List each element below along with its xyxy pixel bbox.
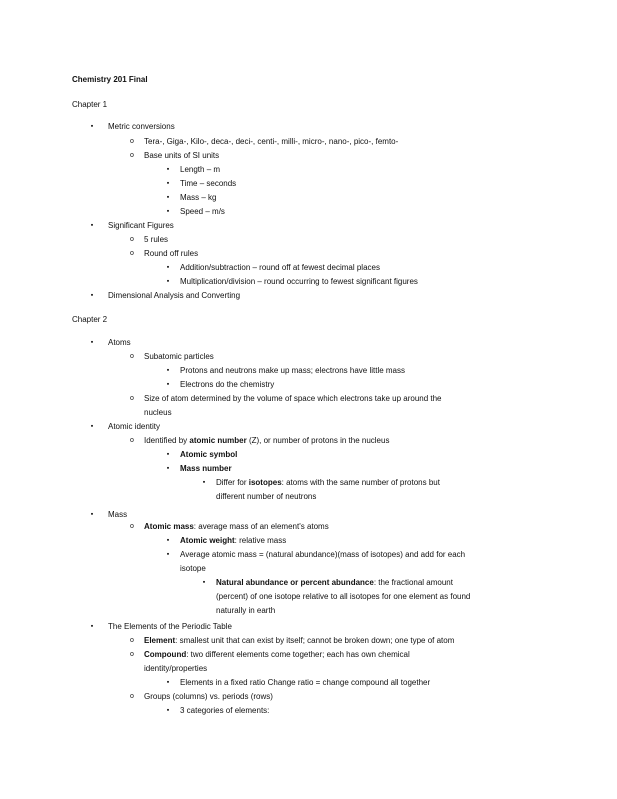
- bold-term: Atomic symbol: [180, 450, 238, 459]
- bold-term: isotopes: [248, 478, 282, 487]
- list-item-continuation: [180, 564, 206, 574]
- square-bullet-icon: ▪: [90, 511, 94, 518]
- list-item-level-1: [108, 122, 175, 132]
- square-bullet-icon: ▪: [166, 208, 170, 215]
- text-run: The Elements of the Periodic Table: [108, 622, 232, 631]
- text-run: Multiplication/division – round occurring to fewest significant figures: [180, 277, 418, 286]
- square-bullet-icon: ▪: [166, 551, 170, 558]
- bold-term: Element: [144, 636, 176, 645]
- list-item-level-2: [144, 151, 219, 161]
- text-run: isotope: [180, 564, 206, 573]
- list-item-continuation: [216, 492, 316, 502]
- circle-bullet-icon: o: [130, 353, 134, 360]
- text-run: Addition/subtraction – round off at fewest decimal places: [180, 263, 380, 272]
- list-item-level-3: [180, 366, 405, 376]
- text-run: : average mass of an element's atoms: [193, 522, 329, 531]
- chapter-heading: Chapter 1: [72, 100, 108, 109]
- list-item-level-1: [108, 291, 240, 301]
- text-run: Identified by: [144, 436, 190, 445]
- list-item-level-1: [108, 622, 232, 632]
- list-item-level-3: [180, 165, 220, 175]
- list-item-level-3: [180, 450, 237, 460]
- list-item-continuation: [216, 592, 470, 602]
- text-run: Round off rules: [144, 249, 199, 258]
- text-run: : the fractional amount: [373, 578, 453, 587]
- text-run: Average atomic mass = (natural abundance)(mass of isotopes) and add for each: [180, 550, 466, 559]
- list-item-level-2: [144, 636, 454, 646]
- bold-term: atomic number: [189, 436, 247, 445]
- circle-bullet-icon: o: [130, 250, 134, 257]
- list-item-level-3: [180, 464, 232, 474]
- square-bullet-icon: ▪: [90, 423, 94, 430]
- text-run: (Z), or number of protons in the nucleus: [246, 436, 390, 445]
- text-run: Groups (columns) vs. periods (rows): [144, 692, 273, 701]
- text-run: Time – seconds: [180, 179, 237, 188]
- square-bullet-icon: ▪: [166, 707, 170, 714]
- list-item-continuation: [216, 606, 275, 616]
- list-item-level-2: [144, 235, 168, 245]
- text-run: naturally in earth: [216, 606, 276, 615]
- list-item-level-3: [180, 536, 286, 546]
- text-run: Metric conversions: [108, 122, 175, 131]
- list-item-level-4: [216, 478, 440, 488]
- text-run: Atomic identity: [108, 422, 161, 431]
- square-bullet-icon: ▪: [166, 381, 170, 388]
- text-run: : atoms with the same number of protons but: [281, 478, 440, 487]
- square-bullet-icon: ▪: [166, 166, 170, 173]
- text-run: Subatomic particles: [144, 352, 214, 361]
- circle-bullet-icon: o: [130, 693, 134, 700]
- text-run: 5 rules: [144, 235, 169, 244]
- circle-bullet-icon: o: [130, 395, 134, 402]
- circle-bullet-icon: o: [130, 637, 134, 644]
- list-item-level-1: [108, 338, 131, 348]
- text-run: (percent) of one isotope relative to all isotopes for one element as found: [216, 592, 471, 601]
- square-bullet-icon: ▪: [90, 222, 94, 229]
- chapter-heading: Chapter 2: [72, 315, 108, 324]
- square-bullet-icon: ▪: [166, 537, 170, 544]
- list-item-level-3: [180, 380, 274, 390]
- square-bullet-icon: ▪: [166, 465, 170, 472]
- text-run: different number of neutrons: [216, 492, 317, 501]
- square-bullet-icon: ▪: [202, 579, 206, 586]
- list-item-level-1: [108, 510, 127, 520]
- square-bullet-icon: ▪: [166, 679, 170, 686]
- text-run: Base units of SI units: [144, 151, 220, 160]
- text-run: : smallest unit that can exist by itself; cannot be broken down; one type of atom: [175, 636, 455, 645]
- square-bullet-icon: ▪: [166, 194, 170, 201]
- square-bullet-icon: ▪: [166, 180, 170, 187]
- text-run: Elements in a fixed ratio Change ratio = change compound all together: [180, 678, 431, 687]
- text-run: Electrons do the chemistry: [180, 380, 275, 389]
- circle-bullet-icon: o: [130, 437, 134, 444]
- bold-term: Mass number: [180, 464, 232, 473]
- text-run: Length – m: [180, 165, 221, 174]
- text-run: 3 categories of elements:: [180, 706, 270, 715]
- list-item-level-1: [108, 221, 174, 231]
- circle-bullet-icon: o: [130, 236, 134, 243]
- list-item-level-3: [180, 550, 465, 560]
- bold-term: Natural abundance or percent abundance: [216, 578, 374, 587]
- list-item-level-2: [144, 137, 398, 147]
- text-run: Differ for: [216, 478, 249, 487]
- circle-bullet-icon: o: [130, 152, 134, 159]
- bold-term: Atomic weight: [180, 536, 235, 545]
- square-bullet-icon: ▪: [90, 123, 94, 130]
- list-item-level-2: [144, 650, 410, 660]
- list-item-level-2: [144, 394, 442, 404]
- text-run: Dimensional Analysis and Converting: [108, 291, 241, 300]
- circle-bullet-icon: o: [130, 523, 134, 530]
- text-run: Mass: [108, 510, 128, 519]
- list-item-level-4: [216, 578, 453, 588]
- list-item-level-3: [180, 193, 216, 203]
- text-run: Mass – kg: [180, 193, 217, 202]
- list-item-level-3: [180, 277, 418, 287]
- square-bullet-icon: ▪: [90, 623, 94, 630]
- square-bullet-icon: ▪: [202, 479, 206, 486]
- list-item-level-3: [180, 207, 225, 217]
- square-bullet-icon: ▪: [166, 451, 170, 458]
- list-item-level-2: [144, 352, 214, 362]
- list-item-level-3: [180, 179, 236, 189]
- text-run: : relative mass: [234, 536, 287, 545]
- document-title: Chemistry 201 Final: [72, 75, 148, 84]
- square-bullet-icon: ▪: [166, 264, 170, 271]
- circle-bullet-icon: o: [130, 651, 134, 658]
- list-item-level-2: [144, 692, 273, 702]
- list-item-level-2: [144, 436, 389, 446]
- square-bullet-icon: ▪: [90, 292, 94, 299]
- text-run: Protons and neutrons make up mass; electrons have little mass: [180, 366, 405, 375]
- list-item-level-3: [180, 263, 380, 273]
- text-run: nucleus: [144, 408, 172, 417]
- square-bullet-icon: ▪: [90, 339, 94, 346]
- square-bullet-icon: ▪: [166, 278, 170, 285]
- list-item-level-3: [180, 678, 430, 688]
- square-bullet-icon: ▪: [166, 367, 170, 374]
- list-item-level-2: [144, 249, 198, 259]
- text-run: Speed – m/s: [180, 207, 225, 216]
- text-run: Atoms: [108, 338, 131, 347]
- text-run: Significant Figures: [108, 221, 174, 230]
- circle-bullet-icon: o: [130, 138, 134, 145]
- text-run: Size of atom determined by the volume of space which electrons take up around the: [144, 394, 442, 403]
- bold-term: Atomic mass: [144, 522, 194, 531]
- text-run: identity/properties: [144, 664, 208, 673]
- text-run: : two different elements come together; each has own chemical: [186, 650, 410, 659]
- text-run: Tera-, Giga-, Kilo-, deca-, deci-, centi-, milli-, micro-, nano-, pico-, femto-: [144, 137, 399, 146]
- list-item-level-2: [144, 522, 329, 532]
- list-item-continuation: [144, 664, 207, 674]
- list-item-continuation: [144, 408, 172, 418]
- bold-term: Compound: [144, 650, 187, 659]
- list-item-level-3: [180, 706, 269, 716]
- list-item-level-1: [108, 422, 160, 432]
